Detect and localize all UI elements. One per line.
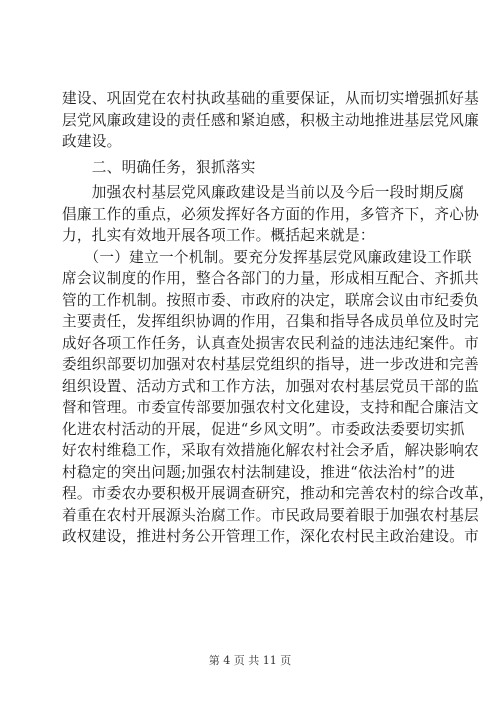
text-line: 管的工作机制。按照市委、市政府的决定，联席会议由市纪委负 [62, 291, 480, 309]
text-line: 着重在农村开展源头治腐工作。市民政局要着眼于加强农村基层 [62, 506, 480, 524]
text-line: 好农村维稳工作，采取有效措施化解农村社会矛盾，解决影响农 [62, 442, 480, 459]
text-line: 主要责任，发挥组织协调的作用，召集和指导各成员单位及时完 [62, 313, 480, 330]
section-heading: 二、明确任务，狠抓落实 [62, 158, 256, 176]
text-line: 建设、巩固党在农村执政基础的重要保证，从而切实增强抓好基 [62, 90, 480, 107]
text-line: 政权建设，推进村务公开管理工作，深化农村民主政治建设。市 [62, 528, 480, 545]
text-line: 成好各项工作任务，认真查处损害农民利益的违法违纪案件。市 [62, 334, 480, 352]
paragraph-1 [62, 88, 480, 153]
text-line: （一）建立一个机制。要充分发挥基层党风廉政建设工作联 [62, 248, 472, 266]
text-line: 组织设置、活动方式和工作方法，加强对农村基层党员干部的监 [62, 377, 480, 395]
text-line: 加强农村基层党风廉政建设是当前以及今后一段时期反腐 [62, 184, 465, 201]
page-footer: 第 4 页 共 11 页 [208, 654, 292, 667]
text-line: 督和管理。市委宣传部要加强农村文化建设，支持和配合廉洁文 [62, 399, 480, 416]
text-line: 层党风廉政建设的责任感和紧迫感，积极主动地推进基层党风廉 [62, 111, 480, 129]
text-line: 政建设。 [62, 133, 122, 150]
document-body [62, 88, 494, 548]
text-line: 委组织部要切加强对农村基层党组织的指导，进一步改进和完善 [62, 356, 480, 373]
text-line: 程。市委农办要积极开展调查研究，推动和完善农村的综合改革， [62, 485, 494, 502]
text-line: 化进农村活动的开展，促进“乡风文明”。市委政法委要切实抓 [62, 420, 465, 438]
text-line: 席会议制度的作用，整合各部门的力量，形成相互配合、齐抓共 [62, 270, 480, 287]
text-line: 力，扎实有效地开展各项工作。概括起来就是： [62, 227, 375, 244]
paragraph-3 [62, 247, 494, 548]
paragraph-2 [62, 182, 480, 247]
text-line: 倡廉工作的重点，必须发挥好各方面的作用，多管齐下，齐心协 [62, 205, 480, 223]
text-line: 村稳定的突出问题;加强农村法制建设，推进“依法治村”的进 [62, 463, 456, 481]
